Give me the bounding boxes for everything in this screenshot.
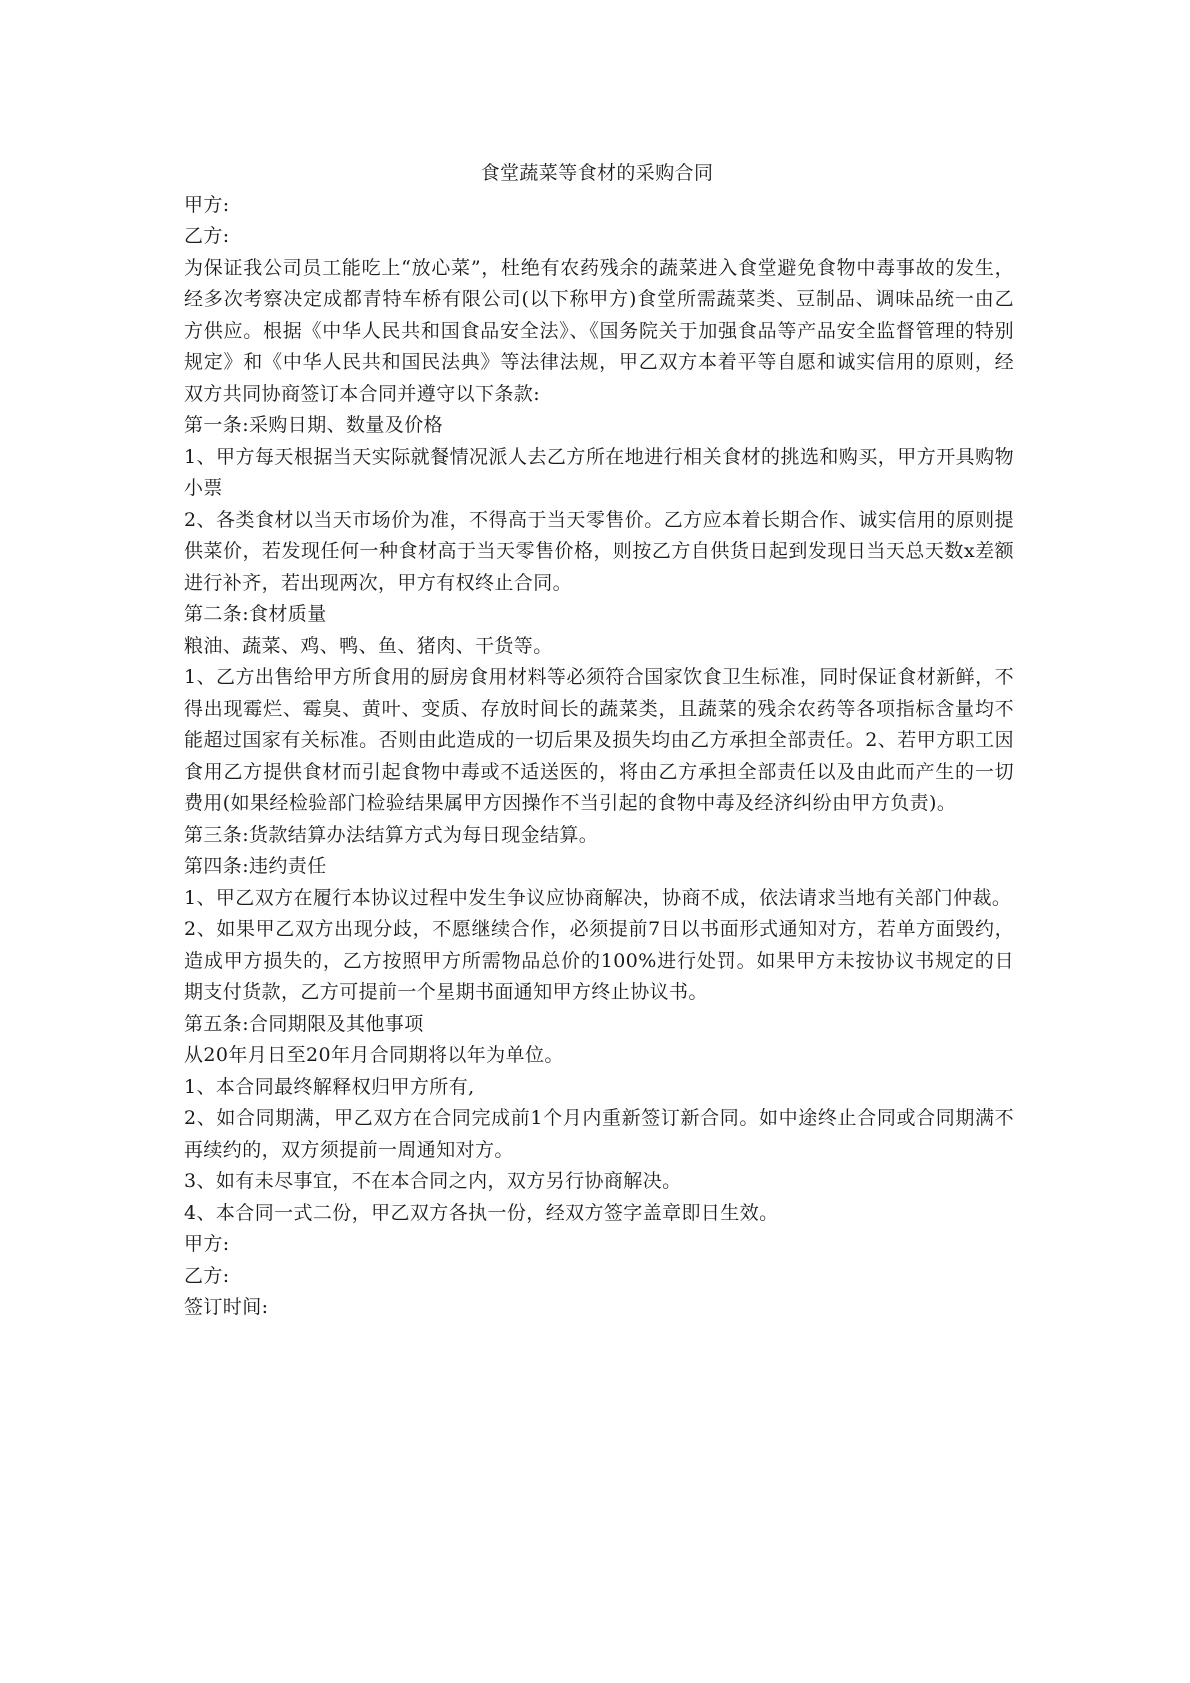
article5-item3: 3、如有未尽事宜，不在本合同之内，双方另行协商解决。 bbox=[184, 1170, 682, 1192]
signature-party-a: 甲方: bbox=[184, 1233, 230, 1255]
article1-item2: 2、各类食材以当天市场价为准，不得高于当天零售价。乙方应本着长期合作、诚实信用的原则提供菜价，若发现任何一种食材高于当天零售价格，则按乙方自供货日起到发现日当天总天数x差额进行补齐，若出现两次，甲方有权终止合同。 bbox=[184, 508, 1014, 594]
article2-items: 1、乙方出售给甲方所食用的厨房食用材料等必须符合国家饮食卫生标准，同时保证食材新鲜，不得出现霉烂、霉臭、黄叶、变质、存放时间长的蔬菜类，且蔬菜的残余农药等各项指标含量均不能超过国家有关标准。否则由此造成的一切后果及损失均由乙方承担全部责任。2、若甲方职工因食用乙方提供食材而引起食物中毒或不适送医的，将由乙方承担全部责任以及由此而产生的一切费用(如果经检验部门检验结果属甲方因操作不当引起的食物中毒及经济纠纷由甲方负责)。 bbox=[184, 666, 1014, 814]
article4-item2: 2、如果甲乙双方出现分歧，不愿继续合作，必须提前7日以书面形式通知对方，若单方面毁约，造成甲方损失的，乙方按照甲方所需物品总价的100%进行处罚。如果甲方未按协议书规定的日期支付货款，乙方可提前一个星期书面通知甲方终止协议书。 bbox=[184, 918, 1014, 1003]
article5-item1: 1、本合同最终解释权归甲方所有, bbox=[184, 1075, 475, 1098]
article5-heading: 第五条:合同期限及其他事项 bbox=[184, 1012, 424, 1035]
article3-heading: 第三条:货款结算办法结算方式为每日现金结算。 bbox=[184, 823, 599, 846]
document-title: 食堂蔬菜等食材的采购合同 bbox=[480, 162, 714, 184]
article5-item2: 2、如合同期满，甲乙双方在合同完成前1个月内重新签订新合同。如中途终止合同或合同期满不再续约的，双方须提前一周通知对方。 bbox=[184, 1107, 1014, 1161]
header-party-b: 乙方: bbox=[184, 225, 230, 247]
article1-item1: 1、甲方每天根据当天实际就餐情况派人去乙方所在地进行相关食材的挑选和购买，甲方开具购物小票 bbox=[184, 445, 1014, 499]
signature-party-b: 乙方: bbox=[184, 1264, 230, 1287]
header-party-a: 甲方: bbox=[184, 193, 230, 216]
article2-heading: 第二条:食材质量 bbox=[184, 603, 327, 625]
article5-item4: 4、本合同一式二份，甲乙双方各执一份，经双方签字盖章即日生效。 bbox=[184, 1201, 779, 1224]
article5-term: 从20年月日至20年月合同期将以年为单位。 bbox=[184, 1044, 564, 1066]
document-body bbox=[184, 158, 1014, 1324]
preamble-paragraph: 为保证我公司员工能吃上“放心菜”，杜绝有农药残余的蔬菜进入食堂避免食物中毒事故的发生，经多次考察决定成都青特车桥有限公司(以下称甲方)食堂所需蔬菜类、豆制品、调味品统一由乙方供应。根据《中华人民共和国食品安全法》、《国务院关于加强食品等产品安全监督管理的特别规定》和《中华人民共和国民法典》等法律法规，甲乙双方本着平等自愿和诚实信用的原则，经双方共同协商签订本合同并遵守以下条款: bbox=[184, 256, 1014, 405]
article1-heading: 第一条:采购日期、数量及价格 bbox=[184, 414, 444, 436]
article4-heading: 第四条:违约责任 bbox=[184, 855, 327, 877]
signature-date: 签订时间: bbox=[184, 1296, 269, 1318]
article4-item1: 1、甲乙双方在履行本协议过程中发生争议应协商解决，协商不成，依法请求当地有关部门仲裁。 bbox=[184, 886, 1012, 909]
article2-scope: 粮油、蔬菜、鸡、鸭、鱼、猪肉、干货等。 bbox=[184, 634, 553, 657]
